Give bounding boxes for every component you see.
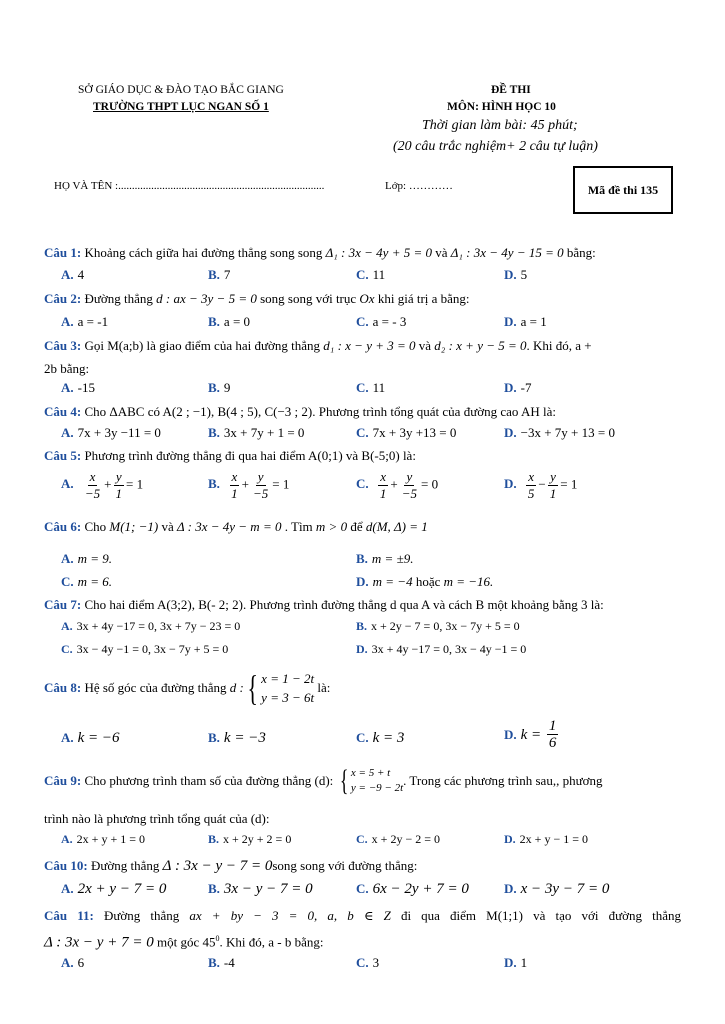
question-text: Cho bbox=[84, 519, 107, 534]
question-label: Câu 10: bbox=[44, 858, 88, 873]
fraction: $\frac{x}{1}$ bbox=[231, 469, 238, 501]
question-11-cont bbox=[44, 930, 684, 951]
question-text: . Khi đó, a + bbox=[526, 338, 592, 353]
exam-code: Mã đề thi 135 bbox=[587, 182, 659, 197]
question-text: . Trong các phương trình sau,, phương bbox=[403, 773, 603, 788]
option-d[interactable]: D. 3x + 4y −17 = 0, 3x − 4y −1 = 0 bbox=[356, 642, 527, 656]
exam-format: (20 câu trắc nghiệm+ 2 câu tự luận) bbox=[393, 139, 598, 154]
option-a[interactable]: A. 3x + 4y −17 = 0, 3x + 7y − 23 = 0 bbox=[61, 619, 241, 633]
option-d[interactable]: D. 5 bbox=[504, 267, 528, 282]
question-text: và bbox=[418, 338, 432, 353]
option-c[interactable]: C. k = 3 bbox=[356, 730, 405, 746]
line-equation: d : ax − 3y − 5 = 0 bbox=[156, 291, 257, 306]
fraction: $\frac{y}{-5}$ bbox=[401, 469, 418, 501]
exam-time: Thời gian làm bài: 45 phút; bbox=[422, 118, 578, 133]
option-c[interactable]: C. 6x − 2y + 7 = 0 bbox=[356, 881, 469, 897]
question-text: Cho phương trình tham số của đường thẳng (d): bbox=[84, 773, 334, 788]
brace-icon: { bbox=[247, 668, 258, 708]
option-c[interactable]: C. 11 bbox=[356, 380, 386, 395]
question-text: song song với trục bbox=[260, 291, 357, 306]
option-a[interactable]: A. 4 bbox=[61, 267, 85, 282]
question-text: khi giá trị a bằng: bbox=[377, 291, 470, 306]
question-text: Đường thẳng bbox=[103, 908, 180, 923]
degree-superscript: 0 bbox=[215, 934, 220, 943]
option-d[interactable]: D. $\frac{x}{5}$ − $\frac{y}{1}$ = 1 bbox=[504, 469, 578, 501]
question-label: Câu 9: bbox=[44, 773, 82, 788]
option-b[interactable]: B. $\frac{x}{1}$ + $\frac{y}{-5}$ = 1 bbox=[208, 469, 290, 501]
line-equation: d₁ : x − y + 3 = 0 bbox=[323, 338, 416, 353]
option-a[interactable]: A. 2x + y + 1 = 0 bbox=[61, 832, 145, 846]
option-d[interactable]: D. k = $\frac{1}{6}$ bbox=[504, 718, 557, 751]
option-d[interactable]: D. -7 bbox=[504, 380, 532, 395]
option-b[interactable]: B. k = −3 bbox=[208, 730, 266, 746]
fraction: $\frac{1}{6}$ bbox=[548, 718, 557, 751]
question-9 bbox=[44, 766, 684, 796]
question-text: và bbox=[161, 519, 174, 534]
option-b[interactable]: B. m = ±9. bbox=[356, 551, 414, 566]
option-d[interactable]: D. 2x + y − 1 = 0 bbox=[504, 832, 588, 846]
question-text: Phương trình đường thẳng đi qua hai điểm A(0;1) và B(-5;0) là: bbox=[84, 448, 416, 463]
parametric-system: { x = 1 − 2t y = 3 − 6t bbox=[247, 668, 315, 708]
exam-subject: MÔN: HÌNH HỌC 10 bbox=[447, 101, 556, 113]
option-b[interactable]: B. a = 0 bbox=[208, 314, 251, 329]
option-b[interactable]: B. 3x − y − 7 = 0 bbox=[208, 881, 313, 897]
question-text: Khoảng cách giữa hai đường thẳng song song bbox=[84, 245, 323, 260]
line-equation: Δ : 3x − y + 7 = 0 bbox=[44, 934, 154, 951]
axis-name: Ox bbox=[359, 291, 375, 306]
question-6 bbox=[44, 518, 684, 536]
question-text: Cho ΔABC có A(2 ; −1), B(4 ; 5), C(−3 ; 2). Phương trình tổng quát của đường cao AH là: bbox=[84, 404, 556, 419]
question-4 bbox=[44, 403, 684, 421]
student-name-line: HỌ VÀ TÊN :........................................................................... bbox=[54, 180, 325, 192]
question-label: Câu 5: bbox=[44, 448, 82, 463]
option-d[interactable]: D. a = 1 bbox=[504, 314, 547, 329]
question-label: Câu 8: bbox=[44, 680, 82, 695]
option-a[interactable]: A. 2x + y − 7 = 0 bbox=[61, 881, 167, 897]
option-c[interactable]: C. a = - 3 bbox=[356, 314, 407, 329]
question-text: song song với đường thẳng: bbox=[272, 858, 418, 873]
question-text: trình nào là phương trình tổng quát của (d): bbox=[44, 811, 270, 826]
question-11 bbox=[44, 907, 681, 925]
school-name: TRƯỜNG THPT LỤC NGAN SỐ 1 bbox=[93, 101, 269, 113]
option-d[interactable]: D. m = −4 hoặc m = −16. bbox=[356, 574, 494, 589]
question-9-cont bbox=[44, 810, 684, 828]
question-10 bbox=[44, 857, 684, 875]
option-a[interactable]: A. a = -1 bbox=[61, 314, 109, 329]
question-text: một góc 45 bbox=[156, 934, 216, 950]
question-text: là: bbox=[317, 680, 331, 695]
math-expression: d(M, Δ) = 1 bbox=[365, 519, 428, 534]
line-equation: Δ₁ : 3x − 4y + 5 = 0 bbox=[325, 245, 432, 260]
option-a[interactable]: A. $\frac{x}{-5}$ + $\frac{y}{1}$ = 1 bbox=[61, 469, 144, 501]
line-equation: Δ : 3x − 4y − m = 0 bbox=[177, 519, 282, 534]
option-b[interactable]: B. -4 bbox=[208, 955, 235, 970]
option-c[interactable]: C. $\frac{x}{1}$ + $\frac{y}{-5}$ = 0 bbox=[356, 469, 439, 501]
line-equation: ax + by − 3 = 0, a, b ∈ Z bbox=[189, 908, 391, 923]
option-c[interactable]: C. 7x + 3y +13 = 0 bbox=[356, 425, 457, 440]
question-text: 2b bằng: bbox=[44, 361, 90, 376]
option-d[interactable]: D. x − 3y − 7 = 0 bbox=[504, 881, 610, 897]
option-b[interactable]: B. 7 bbox=[208, 267, 231, 282]
option-a[interactable]: A. 6 bbox=[61, 955, 85, 970]
option-b[interactable]: B. x + 2y + 2 = 0 bbox=[208, 832, 292, 846]
question-8 bbox=[44, 669, 684, 707]
line-equation: d₂ : x + y − 5 = 0 bbox=[434, 338, 527, 353]
option-c[interactable]: C. 3 bbox=[356, 955, 380, 970]
option-b[interactable]: B. 3x + 7y + 1 = 0 bbox=[208, 425, 305, 440]
option-a[interactable]: A. -15 bbox=[61, 380, 95, 395]
parametric-system: { x = 5 + t y = −9 − 2t bbox=[339, 764, 404, 797]
question-label: Câu 6: bbox=[44, 519, 82, 534]
line-name: d : bbox=[229, 680, 244, 695]
question-label: Câu 11: bbox=[44, 908, 94, 923]
question-label: Câu 2: bbox=[44, 291, 82, 306]
question-3 bbox=[44, 337, 684, 355]
option-c[interactable]: C. 3x − 4y −1 = 0, 3x − 7y + 5 = 0 bbox=[61, 642, 229, 656]
option-c[interactable]: C. x + 2y − 2 = 0 bbox=[356, 832, 440, 846]
option-c[interactable]: C. m = 6. bbox=[61, 574, 113, 589]
option-d[interactable]: D. −3x + 7y + 13 = 0 bbox=[504, 425, 615, 440]
question-label: Câu 3: bbox=[44, 338, 82, 353]
fraction: $\frac{y}{-5}$ bbox=[253, 469, 269, 501]
option-b[interactable]: B. x + 2y − 7 = 0, 3x − 7y + 5 = 0 bbox=[356, 619, 520, 633]
fraction: $\frac{y}{1}$ bbox=[115, 469, 123, 501]
question-text: bằng: bbox=[566, 245, 596, 260]
question-5 bbox=[44, 447, 684, 465]
question-3-cont bbox=[44, 360, 684, 378]
fraction: $\frac{x}{-5}$ bbox=[84, 469, 101, 501]
exam-title: ĐỀ THI bbox=[491, 84, 531, 96]
question-text: Đường thẳng bbox=[84, 291, 153, 306]
question-text: và bbox=[435, 245, 448, 260]
math-expression: m > 0 bbox=[315, 519, 348, 534]
question-text: . Tìm bbox=[284, 519, 313, 534]
fraction: $\frac{x}{5}$ bbox=[527, 469, 535, 501]
math-expression: M(1; −1) bbox=[109, 519, 159, 534]
option-a[interactable]: A. m = 9. bbox=[61, 551, 113, 566]
dept-name: SỞ GIÁO DỤC & ĐÀO TẠO BẮC GIANG bbox=[78, 84, 284, 96]
question-label: Câu 7: bbox=[44, 597, 82, 612]
question-label: Câu 4: bbox=[44, 404, 82, 419]
question-2 bbox=[44, 290, 684, 308]
option-a[interactable]: A. 7x + 3y −11 = 0 bbox=[61, 425, 161, 440]
fraction: $\frac{x}{1}$ bbox=[379, 469, 387, 501]
line-equation: Δ : 3x − y − 7 = 0 bbox=[162, 858, 273, 874]
question-text: Gọi M(a;b) là giao điểm của hai đường thẳng bbox=[84, 338, 321, 353]
line-equation: Δ₁ : 3x − 4y − 15 = 0 bbox=[450, 245, 564, 260]
question-text: Đường thẳng bbox=[90, 858, 160, 873]
question-text: . Khi đó, a - b bằng: bbox=[219, 934, 324, 950]
question-label: Câu 1: bbox=[44, 245, 82, 260]
question-7 bbox=[44, 596, 684, 614]
question-1 bbox=[44, 244, 684, 262]
question-text: Cho hai điểm A(3;2), B(- 2; 2). Phương trình đường thẳng d qua A và cách B một khoảng bằng 3 là: bbox=[84, 597, 604, 612]
brace-icon: { bbox=[339, 764, 349, 797]
exam-code-box bbox=[573, 166, 673, 214]
option-d[interactable]: D. 1 bbox=[504, 955, 528, 970]
question-text: để bbox=[350, 519, 363, 534]
option-b[interactable]: B. 9 bbox=[208, 380, 231, 395]
question-text: Hệ số góc của đường thẳng bbox=[84, 680, 227, 695]
fraction: $\frac{y}{1}$ bbox=[549, 469, 557, 501]
question-text: đi qua điểm M(1;1) và tạo với đường thẳng bbox=[400, 908, 682, 923]
class-line: Lớp: ………… bbox=[385, 180, 453, 192]
option-a[interactable]: A. k = −6 bbox=[61, 730, 120, 746]
option-c[interactable]: C. 11 bbox=[356, 267, 386, 282]
